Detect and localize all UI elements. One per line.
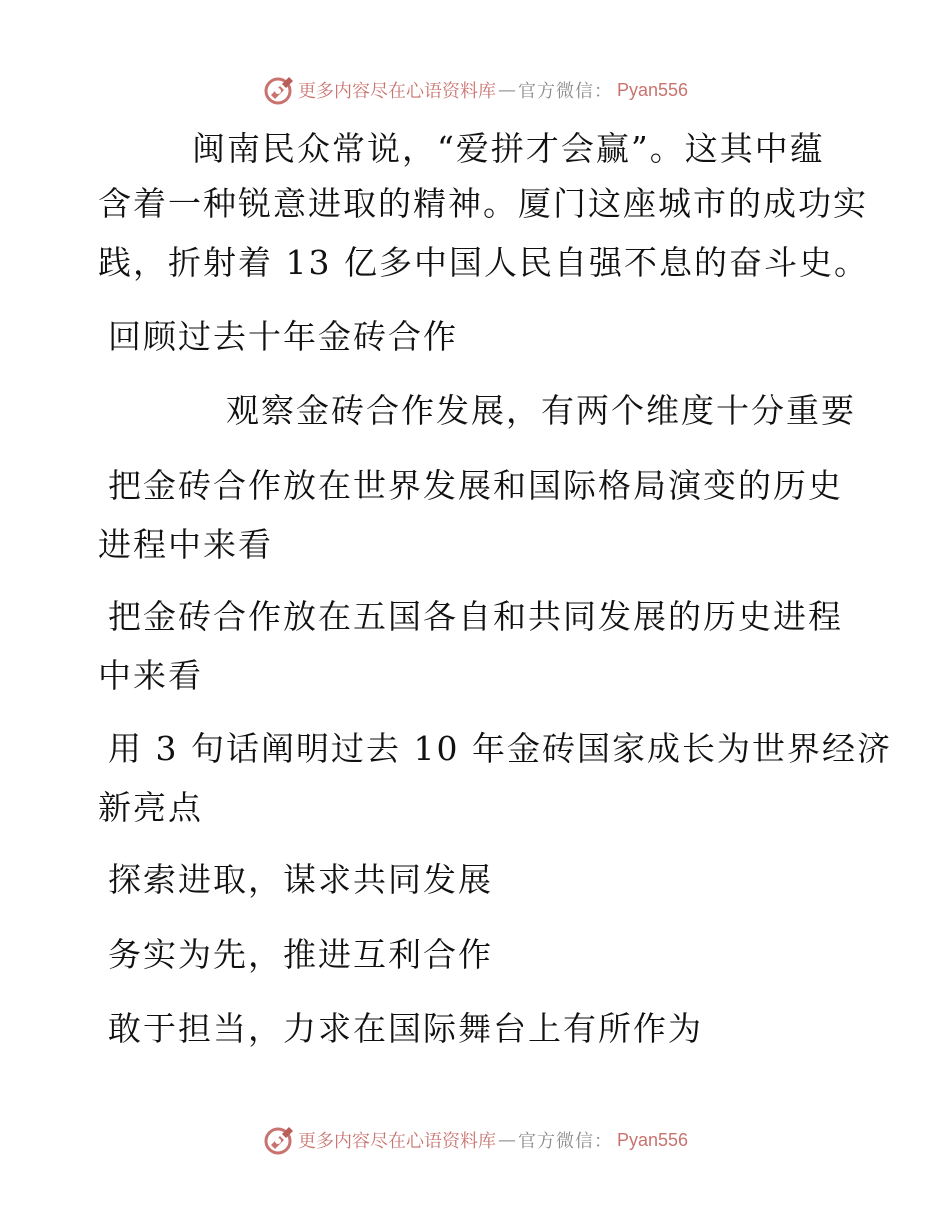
watermark-separator: — — [497, 1129, 516, 1151]
text-line: 探索进取，谋求共同发展 — [108, 860, 493, 899]
text-line: 中来看 — [98, 656, 203, 695]
watermark-separator: — — [497, 79, 516, 101]
header-watermark — [0, 70, 950, 110]
text-line: 进程中来看 — [98, 525, 273, 564]
pen-logo-icon — [262, 73, 296, 107]
pen-logo-icon — [262, 1123, 296, 1157]
text-line: 新亮点 — [98, 788, 203, 827]
watermark-site-text: 更多内容尽在心语资料库 — [297, 81, 496, 102]
text-line: 敢于担当，力求在国际舞台上有所作为 — [108, 1009, 703, 1048]
text-line: 观察金砖合作发展，有两个维度十分重要 — [226, 391, 856, 430]
text-line: 闽南民众常说，“爱拼才会赢”。这其中蕴 — [192, 129, 825, 168]
text-line: 把金砖合作放在五国各自和共同发展的历史进程 — [108, 597, 843, 636]
watermark-wechat-label: 官方微信： — [517, 81, 613, 102]
text-line: 含着一种锐意进取的精神。厦门这座城市的成功实 — [98, 184, 868, 223]
section-heading: 回顾过去十年金砖合作 — [108, 317, 458, 356]
text-line: 把金砖合作放在世界发展和国际格局演变的历史 — [108, 466, 843, 505]
watermark-wechat-label: 官方微信： — [517, 1131, 613, 1152]
watermark-wechat-id: Pyan556 — [616, 1129, 689, 1150]
watermark-wechat-id: Pyan556 — [616, 79, 689, 100]
text-line: 务实为先，推进互利合作 — [108, 935, 493, 974]
text-line: 用 3 句话阐明过去 10 年金砖国家成长为世界经济 — [108, 729, 892, 768]
footer-watermark — [0, 1120, 950, 1160]
text-line: 践，折射着 13 亿多中国人民自强不息的奋斗史。 — [98, 243, 869, 282]
watermark-site-text: 更多内容尽在心语资料库 — [297, 1131, 496, 1152]
